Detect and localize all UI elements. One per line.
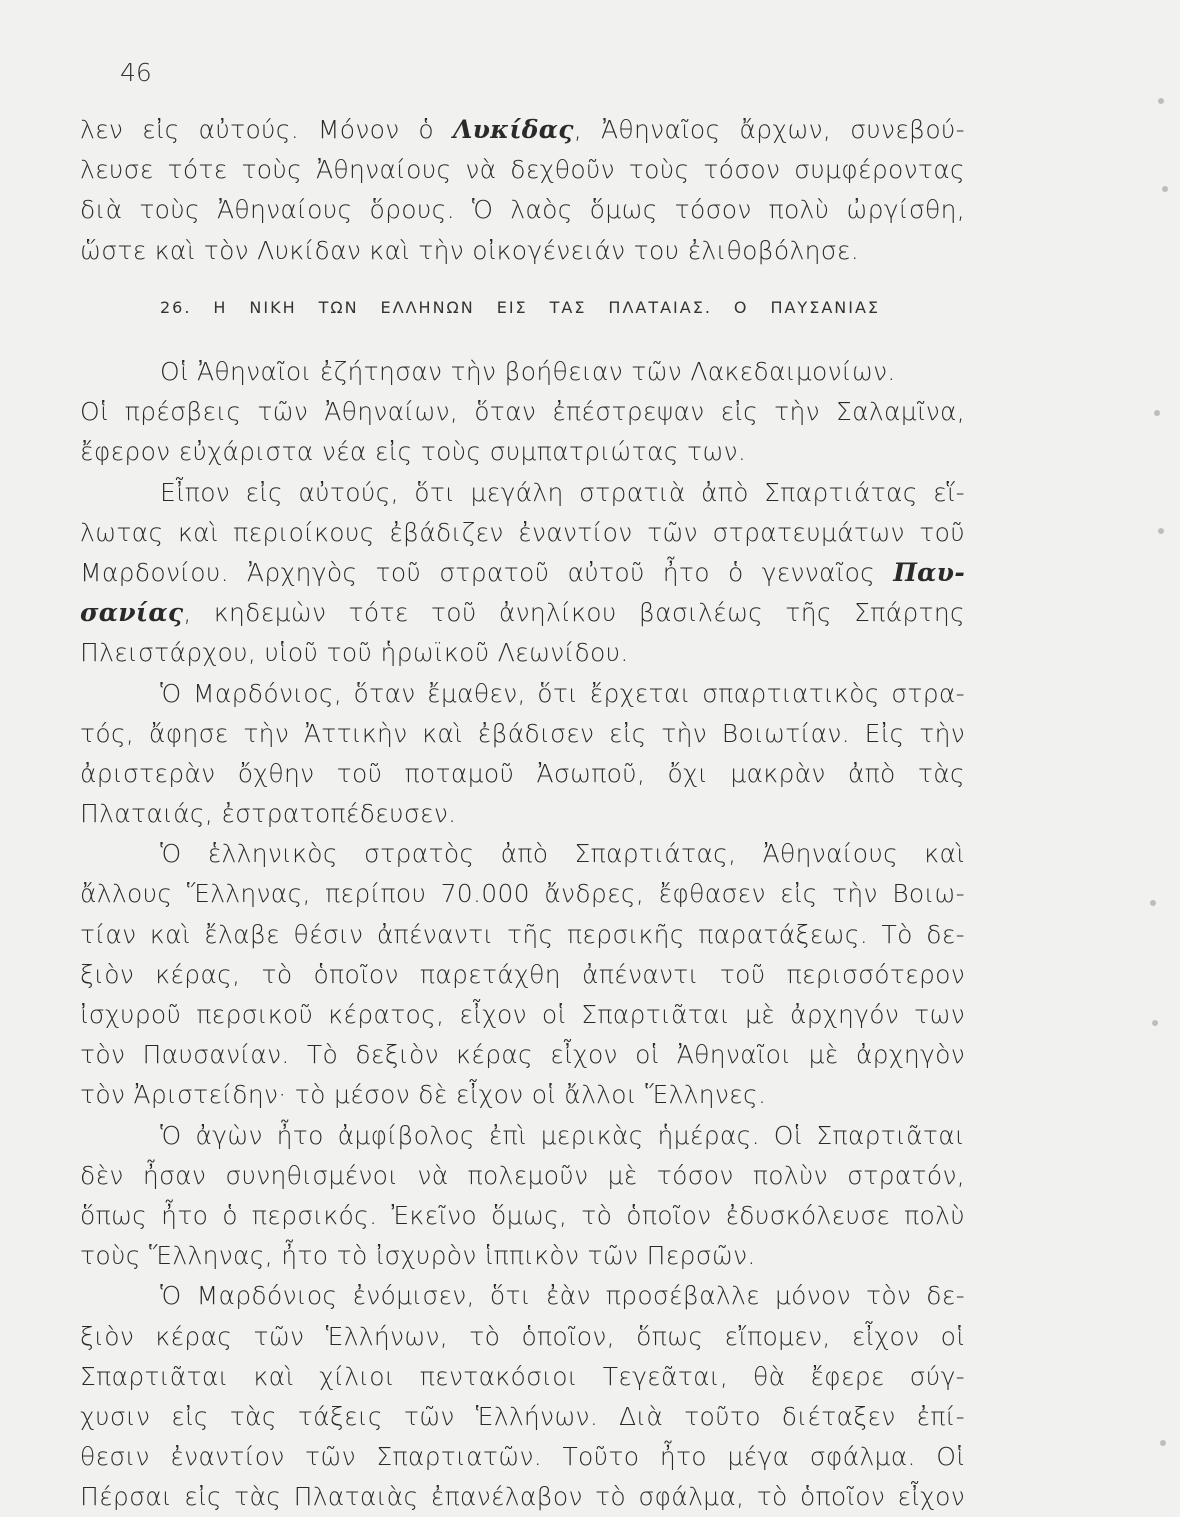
margin-speck (1160, 1440, 1166, 1446)
text-line: Πλειστάρχου, υἱοῦ τοῦ ἡρωϊκοῦ Λεωνίδου. (80, 638, 629, 668)
text-line: ξιὸν κέρας τῶν Ἑλλήνων, τὸ ὁποῖον, ὅπως εἴπομεν, εἶχον οἱ (80, 1321, 965, 1351)
text-line: ξιὸν κέρας, τὸ ὁποῖον παρετάχθη ἀπέναντι τοῦ περισσότερον (80, 959, 965, 989)
text-line: ὅπως ἦτο ὁ περσικός. Ἐκεῖνο ὅμως, τὸ ὁποῖον ἐδυσκόλευσε πολὺ (80, 1200, 965, 1230)
text-line: Ὁ Μαρδόνιος ἐνόμισεν, ὅτι ἐὰν προσέβαλλε μόνον τὸν δε- (160, 1281, 965, 1311)
text-line: ἔφερον εὐχάριστα νέα εἰς τοὺς συμπατριώτας των. (80, 437, 747, 467)
text-line: λεν εἰς αὐτούς. Μόνον ὁ Λυκίδας, Ἀθηναῖος ἄρχων, συνεβού- (80, 115, 965, 144)
text-line: τὸν Ἀριστείδην· τὸ μέσον δὲ εἶχον οἱ ἄλλοι Ἕλληνες. (80, 1080, 767, 1110)
page-number: 46 (120, 58, 152, 87)
section-body (80, 352, 965, 1517)
margin-speck (1150, 900, 1156, 906)
intro-paragraph (80, 110, 965, 271)
emphasized-name: Παυ- (893, 557, 965, 587)
text-line: Οἱ Ἀθηναῖοι ἐζήτησαν τὴν βοήθειαν τῶν Λακεδαιμονίων. (160, 357, 896, 386)
text-line: Οἱ πρέσβεις τῶν Ἀθηναίων, ὅταν ἐπέστρεψαν εἰς τὴν Σαλαμῖνα, (80, 397, 965, 427)
text-line: Πλαταιάς, ἐστρατοπέδευσεν. (80, 799, 457, 829)
margin-speck (1154, 410, 1160, 416)
text-line: τός, ἄφησε τὴν Ἀττικὴν καὶ ἐβάδισεν εἰς τὴν Βοιωτίαν. Εἰς τὴν (80, 718, 965, 748)
text-line: ἰσχυροῦ περσικοῦ κέρατος, εἶχον οἱ Σπαρτιᾶται μὲ ἀρχηγόν των (80, 1000, 965, 1029)
text-line: ὥστε καὶ τὸν Λυκίδαν καὶ τὴν οἰκογένειάν του ἐλιθοβόλησε. (80, 235, 859, 265)
text-line: σανίας, κηδεμὼν τότε τοῦ ἀνηλίκου βασιλέως τῆς Σπάρτης (80, 598, 965, 628)
text-line: τίαν καὶ ἔλαβε θέσιν ἀπέναντι τῆς περσικῆς παρατάξεως. Τὸ δε- (80, 919, 965, 949)
emphasized-name: σανίας (80, 598, 184, 628)
text-line: ἄλλους Ἕλληνας, περίπου 70.000 ἄνδρες, ἔφθασεν εἰς τὴν Βοιω- (80, 879, 965, 909)
text-line: Εἶπον εἰς αὐτούς, ὅτι μεγάλη στρατιὰ ἀπὸ Σπαρτιάτας εἵ- (160, 477, 965, 507)
text-line: διὰ τοὺς Ἀθηναίους ὅρους. Ὁ λαὸς ὅμως τόσον πολὺ ὠργίσθη, (80, 195, 965, 225)
text-line: Μαρδονίου. Ἀρχηγὸς τοῦ στρατοῦ αὐτοῦ ἦτο ὁ γενναῖος Παυ- (80, 557, 965, 587)
margin-speck (1162, 186, 1168, 192)
emphasized-name: Λυκίδας (452, 115, 574, 144)
text-line: χυσιν εἰς τὰς τάξεις τῶν Ἑλλήνων. Διὰ τοῦτο διέταξεν ἐπί- (80, 1401, 965, 1431)
text-line: θεσιν ἐναντίον τῶν Σπαρτιατῶν. Τοῦτο ἦτο μέγα σφάλμα. Οἱ (80, 1442, 965, 1472)
section-heading: 26. Η ΝΙΚΗ ΤΩΝ ΕΛΛΗΝΩΝ ΕΙΣ ΤΑΣ ΠΛΑΤΑΙΑΣ. Ο ΠΑΥΣΑΝΙΑΣ (160, 298, 880, 317)
margin-speck (1158, 98, 1164, 104)
text-line: Πέρσαι εἰς τὰς Πλαταιὰς ἐπανέλαβον τὸ σφάλμα, τὸ ὁποῖον εἶχον (80, 1482, 965, 1512)
text-line: Ὁ Μαρδόνιος, ὅταν ἔμαθεν, ὅτι ἔρχεται σπαρτιατικὸς στρα- (160, 678, 965, 708)
margin-speck (1152, 1020, 1158, 1026)
margin-speck (1158, 528, 1164, 534)
text-line: Σπαρτιᾶται καὶ χίλιοι πεντακόσιοι Τεγεᾶται, θὰ ἔφερε σύγ- (80, 1361, 965, 1391)
text-line: Ὁ ἀγὼν ἦτο ἀμφίβολος ἐπὶ μερικὰς ἡμέρας. Οἱ Σπαρτιᾶται (160, 1120, 965, 1150)
text-line: τοὺς Ἕλληνας, ἦτο τὸ ἰσχυρὸν ἱππικὸν τῶν Περσῶν. (80, 1241, 756, 1271)
text-line: ἀριστερὰν ὄχθην τοῦ ποταμοῦ Ἀσωποῦ, ὄχι μακρὰν ἀπὸ τὰς (80, 758, 965, 788)
text-line: δὲν ἦσαν συνηθισμένοι νὰ πολεμοῦν μὲ τόσον πολὺν στρατόν, (80, 1160, 965, 1190)
text-line: λευσε τότε τοὺς Ἀθηναίους νὰ δεχθοῦν τοὺς τόσον συμφέροντας (80, 155, 965, 185)
text-line: Ὁ ἑλληνικὸς στρατὸς ἀπὸ Σπαρτιάτας, Ἀθηναίους καὶ (160, 839, 965, 869)
text-line: τὸν Παυσανίαν. Τὸ δεξιὸν κέρας εἶχον οἱ Ἀθηναῖοι μὲ ἀρχηγὸν (80, 1040, 965, 1070)
text-line: λωτας καὶ περιοίκους ἐβάδιζεν ἐναντίον τῶν στρατευμάτων τοῦ (80, 517, 965, 547)
